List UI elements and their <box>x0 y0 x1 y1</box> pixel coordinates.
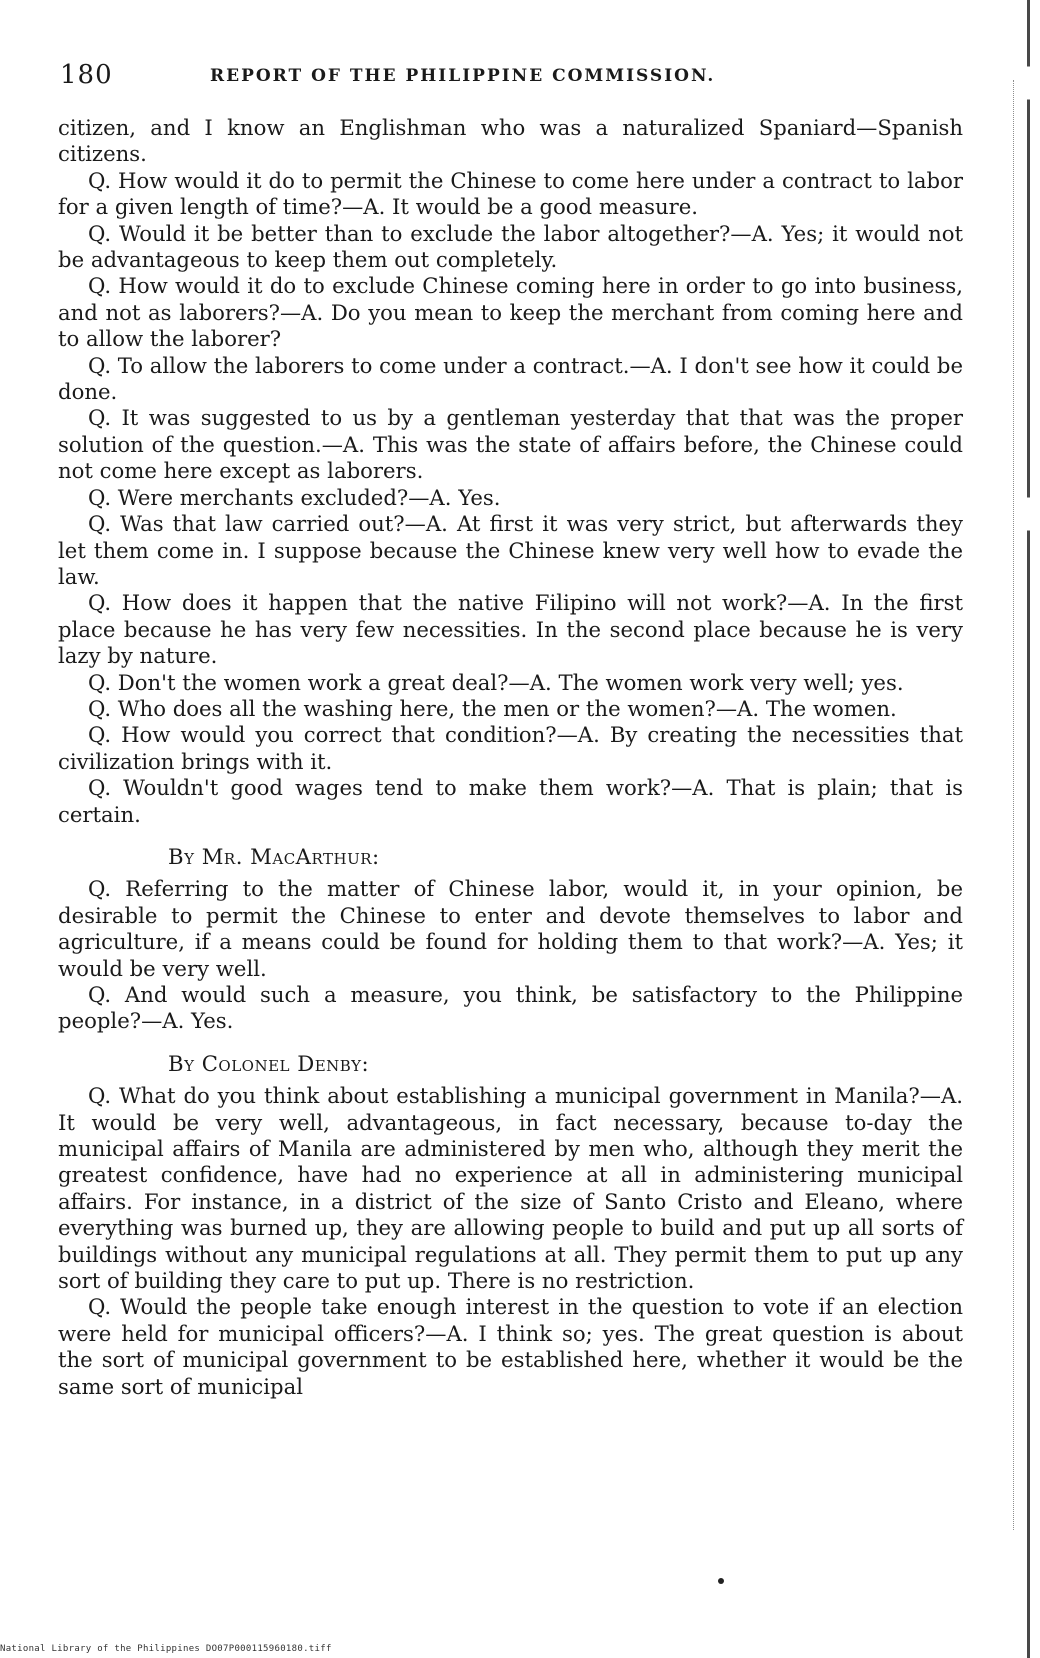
paragraph: Q. How would it do to exclude Chinese coming here in order to go into business, and not as laborers?—A. Do you mean to keep the merchant from coming here and to allow the laborer? <box>58 273 963 352</box>
examiner-byline: By Colonel Denby: <box>168 1050 370 1076</box>
paragraph: Q. What do you think about establishing a municipal government in Manila?—A. It would be very well, advantageous, in fact necessary, because to-day the municipal affairs of Manila are administered by men who, although they merit the greatest confidence, have had no experience at all in administering municipal affairs. For instance, in a district of the size of Santo Cristo and Eleano, where everything was burned up, they are allowing people to build and put up all sorts of buildings without any municipal regulations at all. They permit them to put up any sort of building they care to put up. There is no restriction. <box>58 1083 963 1294</box>
paragraph: Q. And would such a measure, you think, be satisfactory to the Philippine people?—A. Yes. <box>58 982 963 1034</box>
paragraph: Q. Would the people take enough interest in the question to vote if an election were held for municipal officers?—A. I think so; yes. The great question is about the sort of municipal government to be established here, whether it would be the same sort of municipal <box>58 1294 963 1399</box>
paragraph: Q. Referring to the matter of Chinese labor, would it, in your opinion, be desirable to permit the Chinese to enter and devote themselves to labor and agriculture, if a means could be found for holding them to that work?—A. Yes; it would be very well. <box>58 876 963 981</box>
paragraph: Q. It was suggested to us by a gentleman yesterday that that was the proper solution of the question.—A. This was the state of affairs before, the Chinese could not come here except as laborers. <box>58 405 963 484</box>
paragraph: Q. Who does all the washing here, the men or the women?—A. The women. <box>88 695 897 721</box>
paragraph: Q. How would it do to permit the Chinese to come here under a contract to labor for a given length of time?—A. It would be a good measure. <box>58 167 963 220</box>
page-header <box>60 60 960 96</box>
examiner-byline: By Mr. MacArthur: <box>168 843 380 869</box>
running-head: REPORT OF THE PHILIPPINE COMMISSION. <box>210 66 716 86</box>
page-number: 180 <box>60 60 113 90</box>
paragraph: Q. How would you correct that condition?—A. By creating the necessities that civilization brings with it. <box>58 722 963 774</box>
ink-speck <box>718 1578 724 1584</box>
scan-caption: National Library of the Philippines DO07P000115960180.tiff <box>0 1644 332 1654</box>
margin-marks <box>1013 80 1018 1530</box>
paragraph: Q. To allow the laborers to come under a contract.—A. I don't see how it could be done. <box>58 352 963 405</box>
paragraph: Q. Wouldn't good wages tend to make them work?—A. That is plain; that is certain. <box>58 775 963 827</box>
body-text <box>58 115 963 1400</box>
paragraph: Q. Were merchants excluded?—A. Yes. <box>88 484 501 510</box>
paragraph: Q. How does it happen that the native Filipino will not work?—A. In the first place because he has very few necessities. In the second place because he is very lazy by nature. <box>58 590 963 669</box>
paragraph: Q. Would it be better than to exclude the labor altogether?—A. Yes; it would not be advantageous to keep them out completely. <box>58 220 963 273</box>
paragraph: Q. Don't the women work a great deal?—A. The women work very well; yes. <box>88 669 904 695</box>
page-edge-rule <box>1027 0 1030 1658</box>
paragraph: citizen, and I know an Englishman who was a naturalized Spaniard—Spanish citizens. <box>58 115 963 167</box>
paragraph: Q. Was that law carried out?—A. At first it was very strict, but afterwards they let them come in. I suppose because the Chinese knew very well how to evade the law. <box>58 511 963 589</box>
